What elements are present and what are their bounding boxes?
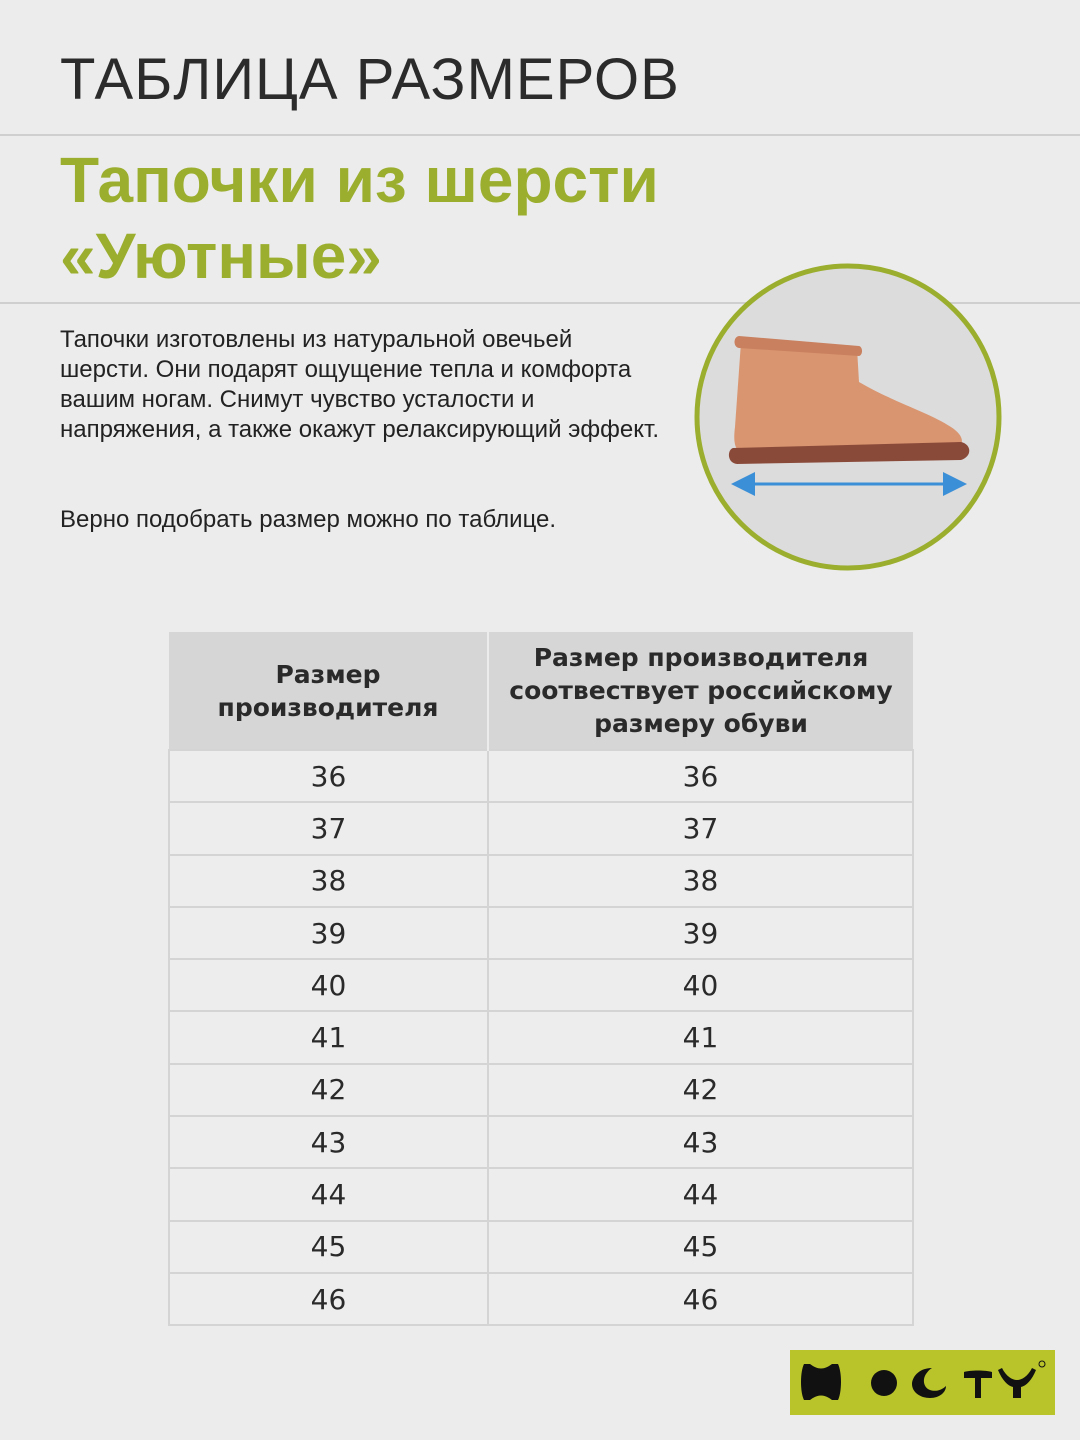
table-row [169, 1064, 913, 1116]
table-row [169, 750, 913, 802]
manufacturer-size-cell: 39 [169, 907, 488, 959]
manufacturer-size-cell: 38 [169, 855, 488, 907]
brand-logo [790, 1350, 1055, 1415]
russian-size-cell: 43 [488, 1116, 913, 1168]
russian-size-cell: 45 [488, 1221, 913, 1273]
russian-size-cell: 41 [488, 1011, 913, 1063]
table-row [169, 1168, 913, 1220]
manufacturer-size-cell: 36 [169, 750, 488, 802]
table-row [169, 802, 913, 854]
product-title [60, 142, 760, 294]
table-row [169, 1011, 913, 1063]
russian-size-cell: 37 [488, 802, 913, 854]
table-row [169, 1116, 913, 1168]
table-row [169, 907, 913, 959]
manufacturer-size-cell: 37 [169, 802, 488, 854]
russian-size-cell: 46 [488, 1273, 913, 1325]
product-title-line2: «Уютные» [60, 220, 382, 292]
manufacturer-size-cell: 41 [169, 1011, 488, 1063]
manufacturer-size-cell: 40 [169, 959, 488, 1011]
product-title-line1: Тапочки из шерсти [60, 144, 659, 216]
manufacturer-size-cell: 43 [169, 1116, 488, 1168]
page-heading: ТАБЛИЦА РАЗМЕРОВ [60, 47, 680, 112]
size-hint: Верно подобрать размер можно по таблице. [60, 506, 557, 533]
column-header-russian-size: Размер производителя соотвествует российскому размеру обуви [488, 632, 913, 750]
russian-size-cell: 39 [488, 907, 913, 959]
russian-size-cell: 40 [488, 959, 913, 1011]
table-header-row [169, 632, 913, 750]
column-header-manufacturer-size: Размер производителя [169, 632, 488, 750]
russian-size-cell: 44 [488, 1168, 913, 1220]
manufacturer-size-cell: 44 [169, 1168, 488, 1220]
size-table [168, 632, 914, 1326]
manufacturer-size-cell: 45 [169, 1221, 488, 1273]
russian-size-cell: 42 [488, 1064, 913, 1116]
manufacturer-size-cell: 46 [169, 1273, 488, 1325]
russian-size-cell: 36 [488, 750, 913, 802]
manufacturer-size-cell: 42 [169, 1064, 488, 1116]
slipper-length-icon [693, 262, 1003, 572]
table-row [169, 1273, 913, 1325]
table-row [169, 1221, 913, 1273]
russian-size-cell: 38 [488, 855, 913, 907]
table-row [169, 959, 913, 1011]
table-row [169, 855, 913, 907]
product-description: Тапочки изготовлены из натуральной овечьей шерсти. Они подарят ощущение тепла и комфорта вашим ногам. Снимут чувство усталости и напряжения, а также окажут релаксирующий эффект. [60, 326, 660, 443]
